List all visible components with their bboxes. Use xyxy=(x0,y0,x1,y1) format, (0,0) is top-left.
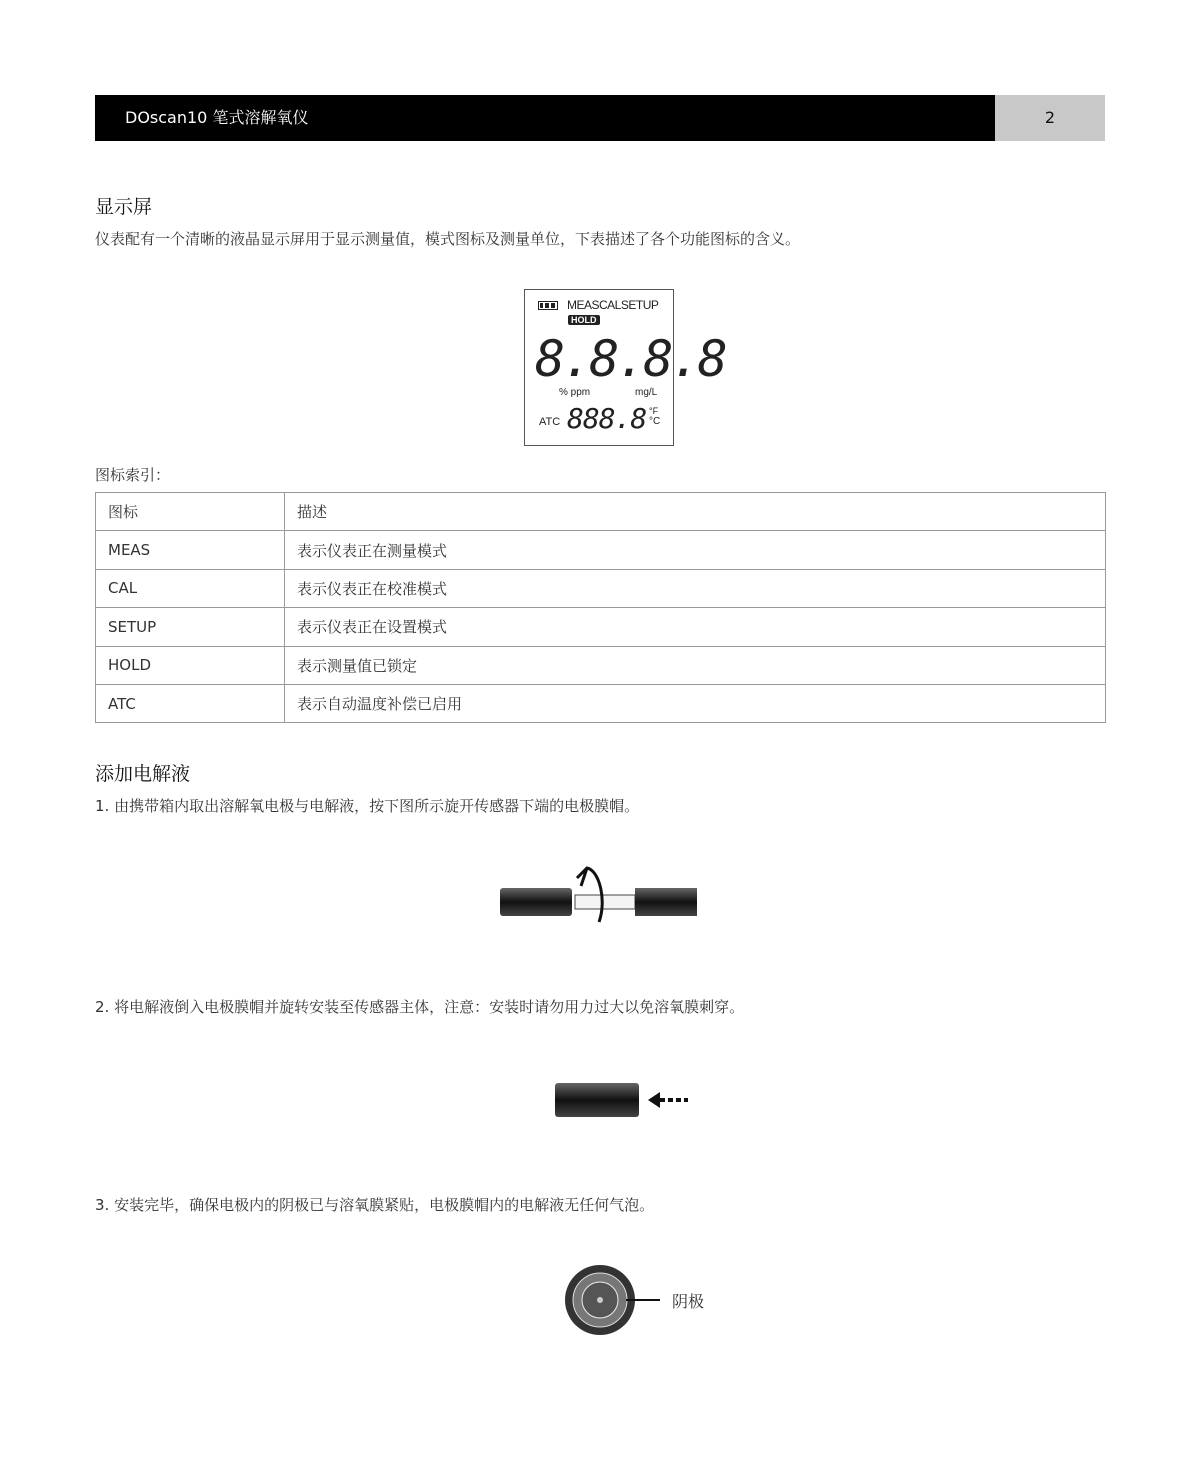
lcd-units-right: mg/L xyxy=(635,387,658,398)
cell-description: 表示自动温度补偿已启用 xyxy=(285,684,1106,722)
cell-description: 表示仪表正在测量模式 xyxy=(285,531,1106,569)
step-3: 3. 安装完毕，确保电极内的阴极已与溶氧膜紧贴，电极膜帽内的电解液无任何气泡。 xyxy=(95,1196,655,1214)
step-2: 2. 将电解液倒入电极膜帽并旋转安装至传感器主体，注意：安装时请勿用力过大以免溶氧膜刺穿。 xyxy=(95,998,745,1016)
unscrew-cap-illustration xyxy=(495,860,705,930)
page-number: 2 xyxy=(995,95,1105,141)
table-row xyxy=(96,569,1106,607)
cell-description: 表示测量值已锁定 xyxy=(285,646,1106,684)
cell-description: 表示仪表正在校准模式 xyxy=(285,569,1106,607)
cathode-illustration xyxy=(560,1262,670,1338)
cell-icon: HOLD xyxy=(96,646,285,684)
cell-icon: SETUP xyxy=(96,608,285,646)
lcd-temp-f: °F xyxy=(649,406,659,416)
table-row xyxy=(96,531,1106,569)
sensor-body xyxy=(635,888,697,916)
lcd-atc: ATC xyxy=(539,416,561,428)
lcd-hold: HOLD xyxy=(568,315,600,325)
icon-index-label: 图标索引： xyxy=(95,466,171,484)
install-cap-illustration xyxy=(550,1078,690,1122)
table-row xyxy=(96,684,1106,722)
header-title: DOscan10 笔式溶解氧仪 xyxy=(95,95,995,141)
battery-icon xyxy=(538,301,558,310)
arrow-left-icon xyxy=(648,1092,660,1108)
lcd-units-left: % ppm xyxy=(559,387,591,398)
step-1: 1. 由携带箱内取出溶解氧电极与电解液，按下图所示旋开传感器下端的电极膜帽。 xyxy=(95,797,640,815)
header-description: 描述 xyxy=(285,493,1106,531)
cell-icon: CAL xyxy=(96,569,285,607)
table-row xyxy=(96,608,1106,646)
lcd-modes: MEASCALSETUP xyxy=(567,298,659,312)
cathode-label: 阴极 xyxy=(672,1292,705,1311)
membrane-cap xyxy=(500,888,572,916)
cell-icon: MEAS xyxy=(96,531,285,569)
cell-icon: ATC xyxy=(96,684,285,722)
section-heading-display: 显示屏 xyxy=(95,196,153,218)
section-heading-electrolyte: 添加电解液 xyxy=(95,763,191,785)
display-intro: 仪表配有一个清晰的液晶显示屏用于显示测量值，模式图标及测量单位，下表描述了各个功能图标的含义。 xyxy=(95,230,801,248)
lcd-diagram xyxy=(524,289,725,446)
cell-description: 表示仪表正在设置模式 xyxy=(285,608,1106,646)
lcd-temp-c: °C xyxy=(649,416,661,427)
icon-index-table xyxy=(95,492,1106,723)
lcd-main-digits: 8.8.8.8 xyxy=(535,330,725,388)
lcd-temp-digits: 888.8 xyxy=(567,402,647,435)
header-icon: 图标 xyxy=(96,493,285,531)
table-header-row xyxy=(96,493,1106,531)
table-row xyxy=(96,646,1106,684)
